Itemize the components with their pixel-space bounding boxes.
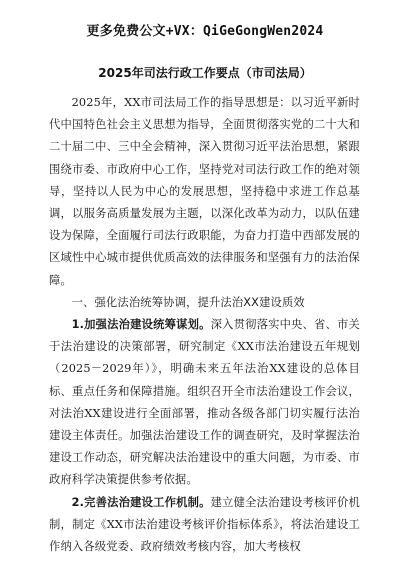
item-text-2: 建立健全法治建设考核评价机制，制定《XX市法治建设考核评价指标体系》，将法治建设工作纳入各级党委、政府绩效考核内容，加大考核权: [49, 495, 360, 554]
section-heading: 一、强化法治统筹协调，提升法治XX建设质效: [71, 295, 305, 309]
item-paragraph-1: [49, 314, 360, 492]
item-heading-1: 1.加强法治建设统筹谋划。: [71, 318, 211, 332]
item-heading-2: 2.完善法治建设工作机制。: [71, 495, 211, 509]
item-text-1: 深入贯彻落实中央、省、市关于法治建设的决策部署，研究制定《XX市法治建设五年规划（2025－2029年）》，明确未来五年法治XX建设的总体目标、重点任务和保障措施。组织召开全市法治建设工作会议，对法治XX建设进行全面部署，推动各级各部门切实履行法治建设主体责任。加强法治建设工作的调查研究，及时掌握法治建设工作动态，研究解决法治建设中的重大问题，为市委、市政府科学决策提供参考依据。: [49, 318, 360, 487]
promo-banner: 更多免费公文+VX：QiGeGongWen2024: [86, 24, 324, 39]
item-paragraph-2: [49, 492, 360, 559]
document-body: [49, 92, 360, 558]
intro-paragraph: 2025年，XX市司法局工作的指导思想是：以习近平新时代中国特色社会主义思想为指导，全面贯彻落实党的二十大和二十届二中、三中全会精神，深入贯彻习近平法治思想，紧跟围绕市委、市政府中心工作，坚持党对司法行政工作的绝对领导，坚持以人民为中心的发展思想，坚持稳中求进工作总基调，以服务高质量发展为主题，以深化改革为动力，以队伍建设为保障，全面履行司法行政职能，为奋力打造中西部发展的区域性中心城市提供优质高效的法律服务和坚强有力的法治保障。: [49, 96, 360, 287]
document-title: 2025年司法行政工作要点（市司法局）: [98, 66, 312, 80]
